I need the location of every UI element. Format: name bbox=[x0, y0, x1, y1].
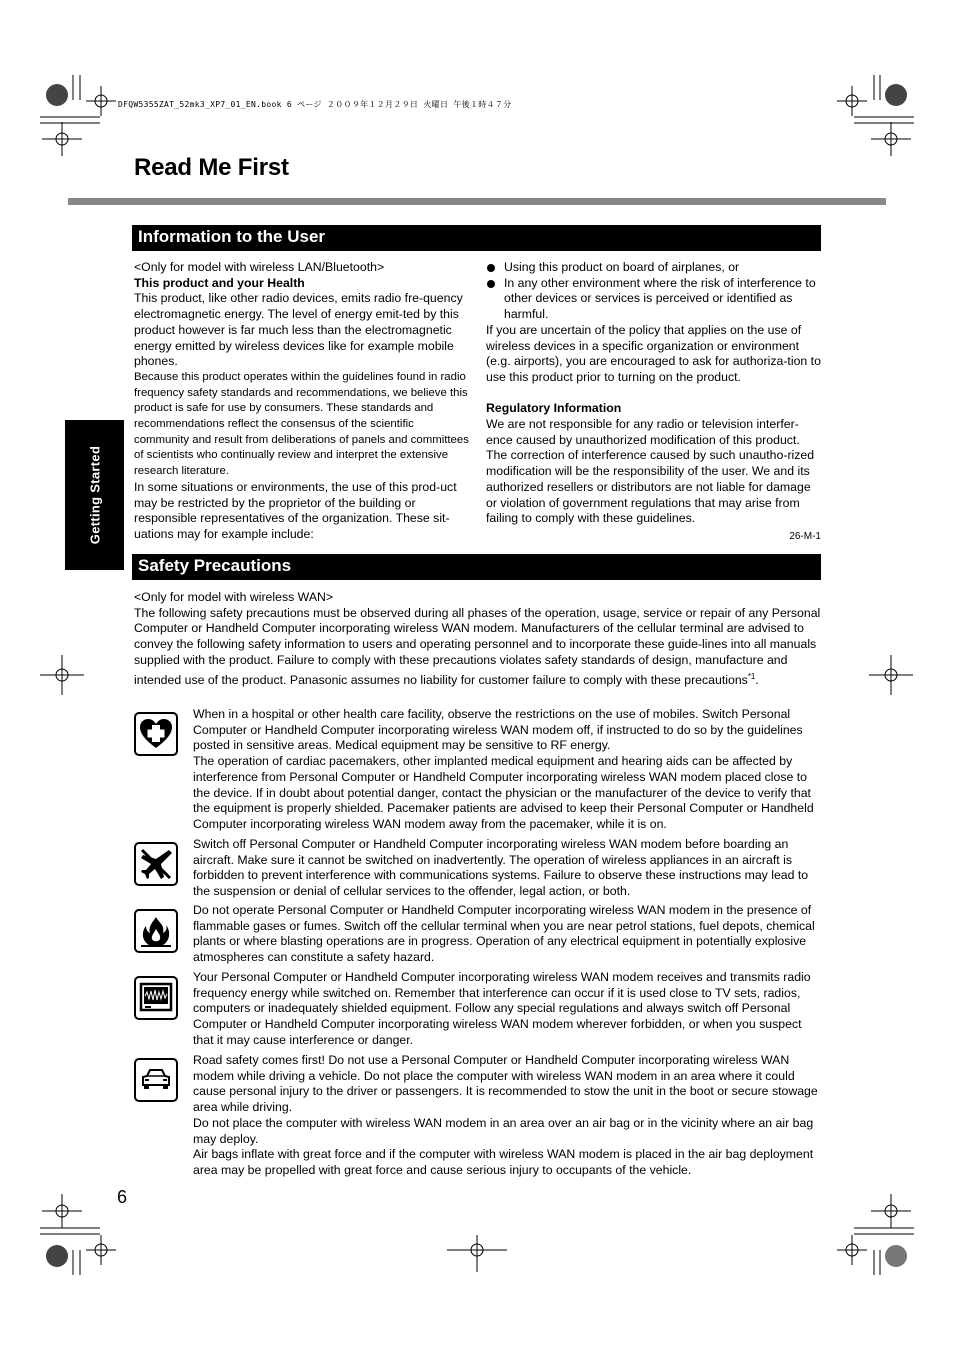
info-left-p1: This product, like other radio devices, emits radio fre-quency electromagnetic energy. The level of energy emit-ted by this product however is far much less than the electromagnetic energy emitted by wireless devices like for example mobile phones. bbox=[134, 291, 463, 369]
safety-item-text: Switch off Personal Computer or Handheld Computer incorporating wireless WAN modem before boarding an aircraft. Make sure it cannot be switched on inadvertently. The operation of wireless appliances in an aircraft is forbidden to prevent interference with communications systems. Failure to observe these instructions may lead to the suspension or denial of cellular services to the offender, legal action, or both. bbox=[193, 837, 809, 899]
model-note: <Only for model with wireless WAN> bbox=[134, 590, 334, 604]
safety-item-medical bbox=[193, 707, 823, 833]
title-rule bbox=[68, 198, 886, 205]
footnote-ref[interactable]: *1 bbox=[747, 671, 756, 681]
safety-item-text: Air bags inflate with great force and if the computer with wireless WAN modem is placed in the air bag deployment area may be propelled with great force and cause serious injury to occupants of the vehicle. bbox=[193, 1147, 814, 1177]
page-title: Read Me First bbox=[134, 154, 289, 181]
info-right-column bbox=[486, 260, 821, 545]
list-item: Using this product on board of airplanes, or bbox=[486, 260, 821, 276]
subheading-health: This product and your Health bbox=[134, 275, 305, 290]
car-icon bbox=[134, 1058, 178, 1102]
restriction-list bbox=[486, 260, 821, 323]
airplane-icon bbox=[134, 842, 178, 886]
list-item: In any other environment where the risk of interference to other devices or services is perceived or identified as harmful. bbox=[486, 276, 821, 323]
safety-item-text: Do not operate Personal Computer or Handheld Computer incorporating wireless WAN modem in the presence of flammable gases or fumes. Switch off the cellular terminal when you are near petrol stations, fuel depots, chemical plants or where blasting operations are in progress. Operation of any electrical equipment in potentially explosive atmospheres can constitute a safety hazard. bbox=[193, 903, 815, 965]
safety-item-text: Do not place the computer with wireless WAN modem in an area over an air bag or in the vicinity where an air bag may deploy. bbox=[193, 1115, 814, 1146]
safety-item-flammable bbox=[193, 903, 823, 966]
safety-item-tv bbox=[193, 970, 823, 1049]
info-left-p2: Because this product operates within the guidelines found in radio frequency safety standards and recommendations, we believe this product is safe for use by consumers. These standards and recommendations reflect the consensus of the scientific community and result from deliberations of panels and committees of scientists who continually review and interpret the extensive research literature. bbox=[134, 370, 469, 478]
safety-intro bbox=[134, 590, 824, 688]
safety-item-text: Road safety comes first! Do not use a Personal Computer or Handheld Computer incorporating wireless WAN modem while driving a vehicle. Do not place the computer with wireless WAN modem in an area where it could cause personal injury to the driver or passengers. It is recommended to stow the unit in the boot or secure stowage area while driving. bbox=[193, 1053, 818, 1115]
safety-intro-text: The following safety precautions must be observed during all phases of the operation, usage, service or repair of any Personal Computer or Handheld Computer incorporating wireless WAN modem. Manufacturers of the cellular terminal are advised to convey the following safety information to users and operating personnel and to incorporate these guide-lines into all manuals supplied with the product. Failure to comply with these precautions violates safety standards of design, manufacture and intended use of the product. Panasonic assumes no liability for customer failure to comply with these precautions bbox=[134, 605, 821, 687]
subheading-regulatory: Regulatory Information bbox=[486, 401, 622, 416]
safety-item-text: Your Personal Computer or Handheld Computer incorporating wireless WAN modem receives and transmits radio frequency energy while switched on. Remember that interference can occur if it is used close to TV sets, radios, computers or inadequately shielded equipment. Follow any special regulations and always switch off Personal Computer or Handheld Computer incorporating wireless WAN modem wherever forbidden, or when you suspect that it may cause interference or danger. bbox=[193, 970, 811, 1047]
reference-code: 26-M-1 bbox=[789, 530, 821, 542]
info-left-column bbox=[134, 260, 469, 543]
flammable-icon bbox=[134, 909, 178, 953]
tv-interference-icon bbox=[134, 976, 178, 1020]
side-tab bbox=[65, 420, 124, 570]
safety-item-text: When in a hospital or other health care facility, observe the restrictions on the use of mobiles. Switch Personal Computer or Handheld Computer incorporating wireless WAN modem off, if instructed to do so by the guidelines posted in sensitive areas. Medical equipment may be sensitive to RF energy. bbox=[193, 707, 803, 753]
safety-item-airplane bbox=[193, 837, 823, 900]
safety-item-car bbox=[193, 1053, 823, 1179]
info-left-p3: In some situations or environments, the use of this prod-uct may be restricted by the proprietor of the building or responsible representatives of the organization. These sit-uations may for example include: bbox=[134, 479, 457, 541]
info-right-p2: We are not responsible for any radio or television interfer-ence caused by unauthorized modification of this product. The correction of interference caused by such unautho-rized modification will be the responsibility of the user. We and its authorized resellers or distributors are not liable for damage or violation of government regulations that may arise from failing to comply with these guidelines. bbox=[486, 417, 815, 526]
safety-intro-end: . bbox=[755, 672, 759, 687]
model-note: <Only for model with wireless LAN/Bluetooth> bbox=[134, 260, 385, 274]
section-heading-safety: Safety Precautions bbox=[132, 554, 821, 580]
info-right-p1: If you are uncertain of the policy that applies on the use of wireless devices in a specific organization or environment (e.g. airports), you are encouraged to ask for authoriza-tion to use this product prior to turning on the product. bbox=[486, 322, 821, 384]
print-header-line: DFQW5355ZAT_52mk3_XP7_01_EN.book 6 ページ ２００９年１２月２９日 火曜日 午後１時４７分 bbox=[118, 100, 512, 109]
side-tab-label: Getting Started bbox=[87, 445, 102, 545]
page-number: 6 bbox=[117, 1187, 128, 1207]
section-heading-info: Information to the User bbox=[132, 225, 821, 251]
safety-item-text: The operation of cardiac pacemakers, other implanted medical equipment and hearing aids can be affected by interference from Personal Computer or Handheld Computer incorporating wireless WAN modem placed close to the device. If in doubt about potential danger, contact the physician or the manufacturer of the device to verify that the equipment is properly shielded. Pacemaker patients are advised to keep their Personal Computer or Handheld Computer incorporating wireless WAN modem away from the pacemaker, while it is on. bbox=[193, 754, 814, 831]
medical-heart-icon bbox=[134, 712, 178, 756]
